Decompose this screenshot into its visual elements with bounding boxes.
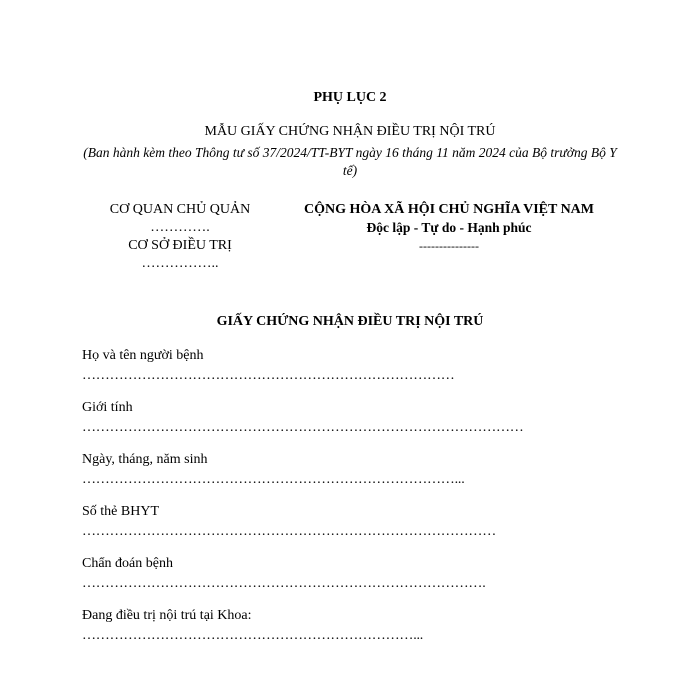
form-fields — [82, 348, 622, 660]
issued-note: (Ban hành kèm theo Thông tư số 37/2024/TT-BYT ngày 16 tháng 11 năm 2024 của Bộ trưởng Bộ Y tế) — [83, 145, 617, 178]
field-label: Ngày, tháng, năm sinh — [82, 452, 208, 467]
agency-label: CƠ QUAN CHỦ QUẢN — [109, 202, 251, 217]
field-insurance-number — [82, 504, 622, 556]
agency-dots: …………. — [150, 220, 210, 235]
field-fill-line: ……………………………………………………………………… — [82, 368, 455, 383]
field-fill-line: ………………………………………………………………………... — [82, 472, 465, 487]
field-diagnosis — [82, 556, 622, 608]
form-title: MẪU GIẤY CHỨNG NHẬN ĐIỀU TRỊ NỘI TRÚ — [204, 124, 496, 139]
field-inpatient-department — [82, 608, 622, 660]
field-label: Họ và tên người bệnh — [82, 348, 204, 363]
appendix-label: PHỤ LỤC 2 — [313, 90, 387, 105]
national-header-block — [290, 201, 608, 255]
field-gender — [82, 400, 622, 452]
field-label: Giới tính — [82, 400, 133, 415]
facility-dots: …………….. — [141, 256, 219, 271]
field-patient-name — [82, 348, 622, 400]
field-date-of-birth — [82, 452, 622, 504]
field-label: Đang điều trị nội trú tại Khoa: — [82, 608, 252, 623]
certificate-title: GIẤY CHỨNG NHẬN ĐIỀU TRỊ NỘI TRÚ — [216, 314, 484, 329]
field-fill-line: ………………………………………………………………... — [82, 628, 424, 643]
motto-rule: --------------- — [419, 239, 479, 253]
field-fill-line: …………………………………………………………………………………… — [82, 420, 524, 435]
field-label: Chẩn đoán bệnh — [82, 556, 173, 571]
field-fill-line: ……………………………………………………………………………… — [82, 524, 497, 539]
field-fill-line: ……………………………………………………………………………. — [82, 576, 486, 591]
facility-label: CƠ SỞ ĐIỀU TRỊ — [128, 238, 232, 253]
field-label: Số thẻ BHYT — [82, 504, 159, 519]
nation-title: CỘNG HÒA XÃ HỘI CHỦ NGHĨA VIỆT NAM — [303, 202, 594, 217]
national-motto: Độc lập - Tự do - Hạnh phúc — [366, 220, 532, 235]
issuing-agency-block — [80, 201, 280, 273]
